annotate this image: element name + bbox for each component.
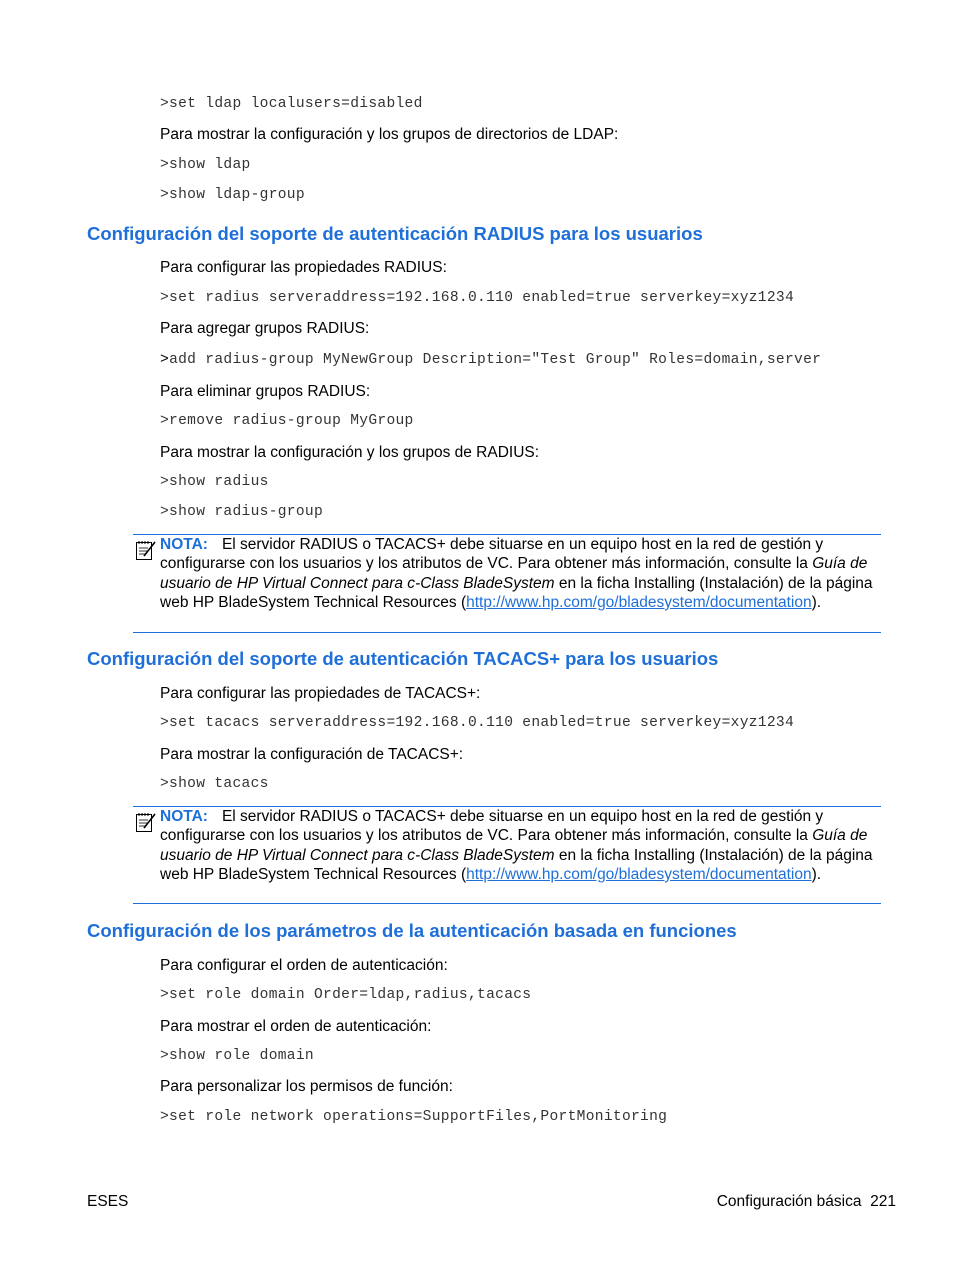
bladesystem-doc-link[interactable]: http://www.hp.com/go/bladesystem/documentation xyxy=(466,593,812,611)
code-line: >show radius xyxy=(160,474,269,490)
footer-section: Configuración básica xyxy=(716,1193,862,1210)
body-text: Para personalizar los permisos de función: xyxy=(160,1078,453,1095)
code-line: >set role domain Order=ldap,radius,tacacs xyxy=(160,987,532,1003)
code-line: >show ldap xyxy=(160,157,251,173)
note-box xyxy=(133,534,881,633)
code-line: >show ldap-group xyxy=(160,187,305,203)
body-text: Para configurar el orden de autenticación: xyxy=(160,957,448,974)
note-pad-icon xyxy=(135,539,157,561)
body-text: Para eliminar grupos RADIUS: xyxy=(160,383,371,400)
note-body: en la ficha Installing (Instalación) de la página web HP BladeSystem Technical Resources ( xyxy=(160,574,873,611)
code-line: >set radius serveraddress=192.168.0.110 enabled=true serverkey=xyz1234 xyxy=(160,290,795,306)
body-text: Para mostrar la configuración y los grupos de RADIUS: xyxy=(160,444,540,461)
note-body: en la ficha Installing (Instalación) de la página web HP BladeSystem Technical Resources ( xyxy=(160,846,873,883)
body-text: Para configurar las propiedades de TACACS+: xyxy=(160,685,481,702)
note-guide-title: Guía de usuario de HP Virtual Connect para c-Class BladeSystem xyxy=(160,827,868,864)
body-text: Para agregar grupos RADIUS: xyxy=(160,320,370,337)
note-body: ). xyxy=(811,865,822,883)
note-pad-icon xyxy=(135,811,157,833)
section-heading-roles: Configuración de los parámetros de la autenticación basada en funciones xyxy=(87,920,737,941)
body-text: Para configurar las propiedades RADIUS: xyxy=(160,259,447,276)
prompt-char: > xyxy=(160,352,170,368)
code-line xyxy=(160,351,821,370)
note-label: NOTA: xyxy=(160,536,208,553)
code-line: >show role domain xyxy=(160,1048,314,1064)
footer-page-info xyxy=(717,1192,896,1211)
note-text xyxy=(160,535,878,612)
code-line: >set role network operations=SupportFiles,PortMonitoring xyxy=(160,1109,668,1125)
note-body: El servidor RADIUS o TACACS+ debe situarse en un equipo host en la red de gestión y configurarse con los usuarios y los atributos de VC. Para obtener más información, consulte la xyxy=(160,808,824,845)
footer-locale: ESES xyxy=(87,1193,129,1210)
section-heading-radius: Configuración del soporte de autenticación RADIUS para los usuarios xyxy=(87,223,703,244)
body-text: Para mostrar el orden de autenticación: xyxy=(160,1018,432,1035)
note-box xyxy=(133,806,881,904)
code-text: add radius-group MyNewGroup Description="Test Group" Roles=domain,server xyxy=(169,352,822,368)
page-number: 221 xyxy=(870,1193,896,1210)
note-text xyxy=(160,807,878,884)
note-body: El servidor RADIUS o TACACS+ debe situarse en un equipo host en la red de gestión y configurarse con los usuarios y los atributos de VC. Para obtener más información, consulte la xyxy=(160,536,824,573)
code-line: >set tacacs serveraddress=192.168.0.110 enabled=true serverkey=xyz1234 xyxy=(160,715,795,731)
code-line: >show tacacs xyxy=(160,776,269,792)
code-line: >remove radius-group MyGroup xyxy=(160,413,414,429)
code-line: >set ldap localusers=disabled xyxy=(160,96,423,112)
note-label: NOTA: xyxy=(160,808,208,825)
note-body: ). xyxy=(811,593,822,611)
bladesystem-doc-link[interactable]: http://www.hp.com/go/bladesystem/documentation xyxy=(466,865,812,883)
section-heading-tacacs: Configuración del soporte de autenticación TACACS+ para los usuarios xyxy=(87,648,719,669)
code-line: >show radius-group xyxy=(160,504,324,520)
body-text: Para mostrar la configuración y los grupos de directorios de LDAP: xyxy=(160,126,619,143)
note-guide-title: Guía de usuario de HP Virtual Connect para c-Class BladeSystem xyxy=(160,555,868,592)
body-text: Para mostrar la configuración de TACACS+: xyxy=(160,746,464,763)
